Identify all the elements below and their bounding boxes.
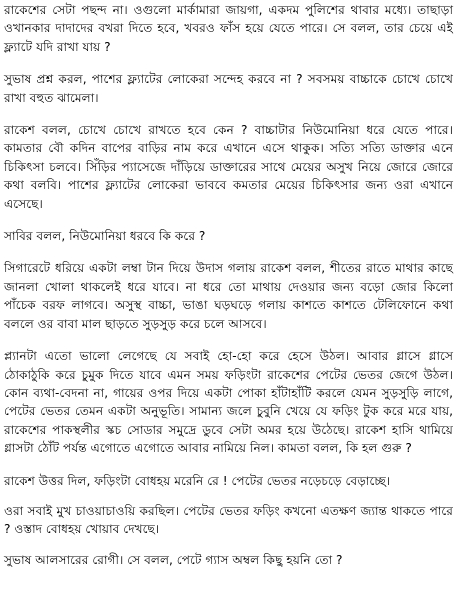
paragraph-5: সিগারেটে ধরিয়ে একটা লম্বা টান দিয়ে উদাস গলায় রাকেশ বলল, শীতের রাতে মাথার কাছে জানলা খোলা থাকলেই ধরে যাবে। না ধরে তো মাথায় দেওয়ার জন্য বড়ো জোর কিলো পাঁচেক বরফ লাগবে। অসুস্থ বাচ্চা, ভাঙা ঘড়ঘড়ে গলায় কাশতে কাশতে টেলিফোনে কথা বললে ওর বাবা মাল ছাড়তে সুড়সুড় করে চলে আসবে। bbox=[4, 261, 453, 331]
paragraph-4: সাবির বলল, নিউমোনিয়া ধরবে কি করে ? bbox=[4, 229, 206, 244]
paragraph-2: সুভাষ প্রশ্ন করল, পাশের ফ্ল্যাটের লোকেরা সন্দেহ করবে না ? সবসময় বাচ্চাকে চোখে চোখে রাখা বহুত ঝামেলা। bbox=[4, 72, 453, 105]
paragraph-7: রাকেশ উত্তর দিল, ফড়িংটা বোধহয় মরেনি রে ! পেটের ভেতর নড়েচড়ে বেড়াচ্ছে। bbox=[4, 473, 391, 488]
paragraph-3: রাকেশ বলল, চোখে চোখে রাখতে হবে কেন ? বাচ্চাটার নিউমোনিয়া ধরে যেতে পারে। কামতার বৌ কদিন বাপের বাড়ির নাম করে এখানে এসে থাকুক। সত্যি সত্যি ডাক্তার এনে চিকিৎসা চলবে। সিঁড়ির প্যাসেজে দাঁড়িয়ে ডাক্তারের সাথে মেয়ের অসুখ নিয়ে জোরে জোরে কথা বলবি। পাশের ফ্ল্যাটের লোকেরা ভাববে কমতার মেয়ের চিকিৎসার জন্য ওরা এখানে এসেছে। bbox=[4, 123, 453, 211]
paragraph-6: প্ল্যানটা এতো ভালো লেগেছে যে সবাই হো-হো করে হেসে উঠল। আবার গ্লাসে গ্লাসে ঠোকাঠুকি করে চুমুক দিতে যাবে এমন সময় ফড়িংটা রাকেশের পেটের ভেতর জেগে উঠল। কোন ব্যথা-বেদনা না, গায়ের ওপর দিয়ে একটা পোকা হাঁটাহাঁটি করলে যেমন সুড়সুড়ি লাগে, পেটের ভেতর তেমন একটা অনুভূতি। সামান্য জলে চুবুনি খেয়ে যে ফড়িং টুক করে মরে যায়, রাকেশের পাকস্থলীর স্কচ সোডার সমুদ্রে ডুবে সেটা অমর হয়ে উঠেছে। রাকেশ হাসি থামিয়ে গ্লাসটা ঠোঁট পর্যন্ত এগোতে এগোতে আবার নামিয়ে নিল। কামতা বলল, কি হল গুরু ? bbox=[4, 349, 453, 456]
paragraph-9: সুভাষ আলসারের রোগী। সে বলল, পেটে গ্যাস অম্বল কিছু হয়নি তো ? bbox=[4, 552, 343, 567]
paragraph-8: ওরা সবাই মুখ চাওয়াচাওয়ি করছিল। পেটের ভেতর ফড়িং কখনো এতক্ষণ জ্যান্ত থাকতে পারে ? ওস্তাদ বোধহয় খোয়াব দেখছে। bbox=[4, 503, 453, 537]
paragraph-1: রাকেশের সেটা পছন্দ না। ওগুলো মার্কামারা জায়গা, একদম পুলিশের থাবার মধ্যে। তাছাড়া ওখানকার দাদাদের বখরা দিতে হবে, খবরও ফাঁস হয়ে যেতে পারে। সে বলল, তার চেয়ে এই ফ্ল্যাটে যদি রাখা যায় ? bbox=[4, 3, 453, 54]
